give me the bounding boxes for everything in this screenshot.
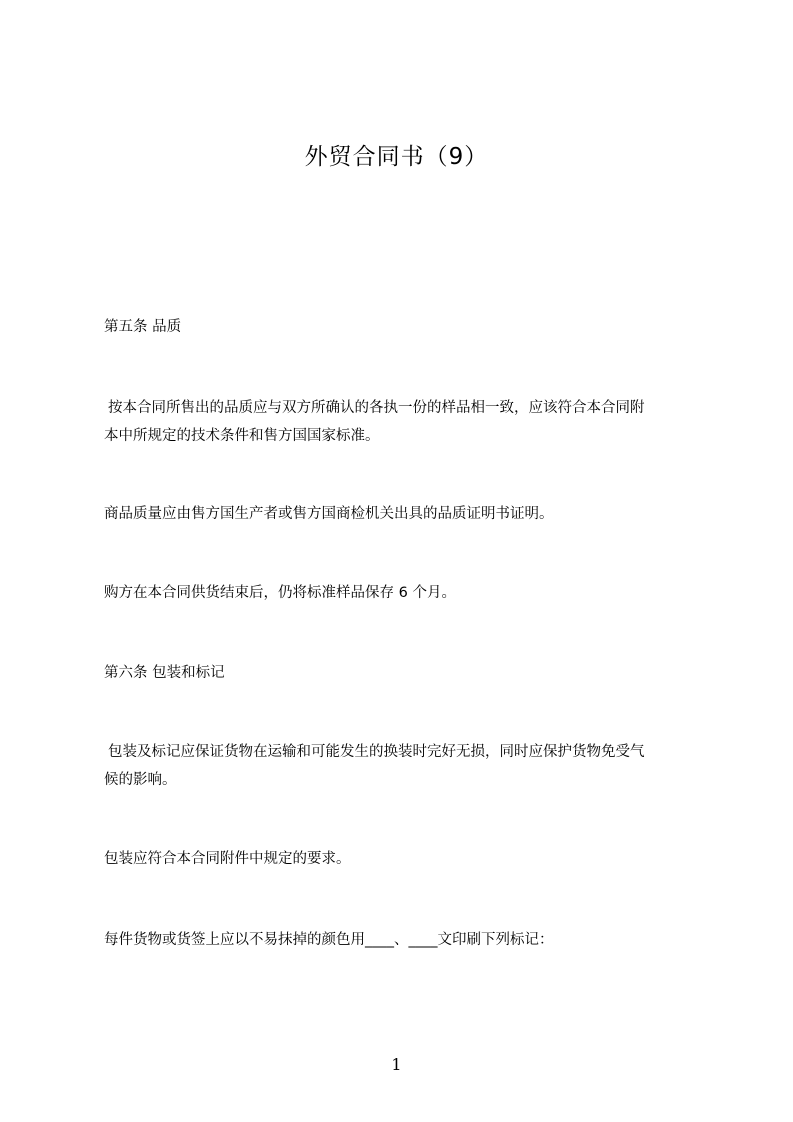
paragraph-sample-retention: 购方在本合同供货结束后，仍将标准样品保存 6 个月。 [104,585,456,601]
paragraph-packing-requirements: 包装应符合本合同附件中规定的要求。 [104,851,351,867]
page-number: 1 [391,1055,402,1074]
paragraph-quality-conformity [104,394,700,450]
paragraph-packing-protection [104,738,700,794]
section-heading-article-5: 第五条 品质 [104,319,182,335]
paragraph-line: 本中所规定的技术条件和售方国国家标准。 [104,428,380,444]
section-heading-article-6: 第六条 包装和标记 [104,665,225,681]
paragraph-marking-instructions: 每件货物或货签上应以不易抹掉的颜色用____、____文印刷下列标记： [104,932,554,948]
paragraph-line: 候的影响。 [104,772,177,788]
paragraph-line: 按本合同所售出的品质应与双方所确认的各执一份的样品相一致，应该符合本合同附 [108,400,645,416]
document-title: 外贸合同书（9） [304,144,489,170]
paragraph-quality-certificate: 商品质量应由售方国生产者或售方国商检机关出具的品质证明书证明。 [104,506,554,522]
paragraph-line: 包装及标记应保证货物在运输和可能发生的换装时完好无损，同时应保护货物免受气 [108,744,645,760]
